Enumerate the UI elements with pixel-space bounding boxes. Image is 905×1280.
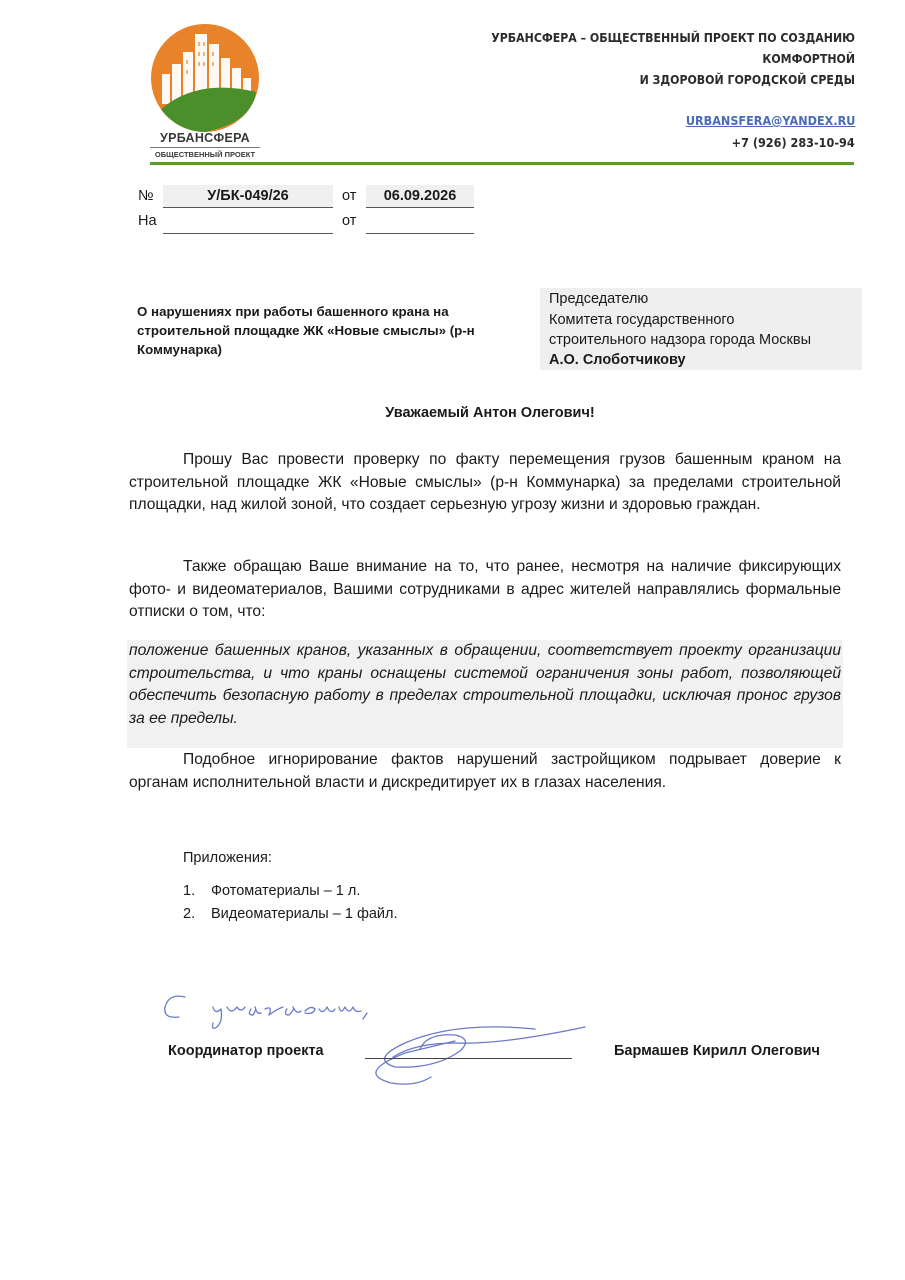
reg-number-field: У/БК-049/26 (163, 185, 333, 208)
addressee-name: А.О. Слоботчикову (549, 352, 686, 368)
signer-role: Координатор проекта (168, 1043, 324, 1059)
attachment-text: Видеоматериалы – 1 файл. (211, 906, 398, 922)
letter-subject: О нарушениях при работы башенного крана на строительной площадке ЖК «Новые смыслы» (р-н Коммунарка) (137, 304, 475, 357)
contact-email-link[interactable]: URBANSFERA@YANDEX.RU (685, 113, 855, 128)
attachment-item (183, 906, 398, 922)
logo-divider (150, 147, 260, 148)
logo-subtitle: ОБЩЕСТВЕННЫЙ ПРОЕКТ (154, 150, 256, 159)
reg-to-date-field (366, 211, 474, 234)
addressee-line1: Председателю (549, 291, 649, 307)
body-paragraph-2: Также обращаю Ваше внимание на то, что ранее, несмотря на наличие фиксирующих фото- и видеоматериалов, Вашими сотрудниками в адрес жителей направлялись формальные отписки о том, что: (129, 558, 841, 620)
contact-phone: +7 (926) 283-10-94 (732, 135, 855, 150)
header-rule (150, 162, 854, 165)
reg-to-field (163, 211, 333, 234)
logo-name: УРБАНСФЕРА (160, 131, 250, 145)
reg-date-label: от (342, 188, 357, 204)
attachment-text: Фотоматериалы – 1 л. (211, 883, 361, 899)
addressee-line3: строительного надзора города Москвы (549, 332, 811, 348)
reg-to-date-label: от (342, 213, 357, 229)
reg-to-label: На (138, 213, 157, 229)
organization-title-line2: И ЗДОРОВОЙ ГОРОДСКОЙ СРЕДЫ (639, 73, 855, 87)
reg-date-field: 06.09.2026 (366, 185, 474, 208)
attachments-title: Приложения: (183, 850, 272, 866)
quoted-reply: положение башенных кранов, указанных в обращении, соответствует проекту организации строительства, и что краны оснащены системой ограничения зоны работ, позволяющей обеспечить безопасную работу в пределах строительной площадки, исключая пронос грузов за ее пределы. (129, 642, 841, 727)
attachment-number: 2. (183, 906, 196, 922)
organization-title-line1: УРБАНСФЕРА – ОБЩЕСТВЕННЫЙ ПРОЕКТ ПО СОЗДАНИЮ КОМФОРТНОЙ (491, 31, 855, 66)
addressee-block (540, 288, 862, 370)
body-paragraph-3: Подобное игнорирование фактов нарушений застройщиком подрывает доверие к органам исполнительной власти и дискредитирует их в глазах населения. (129, 751, 841, 791)
greeting: Уважаемый Антон Олегович! (385, 405, 595, 421)
signature-line (365, 1058, 572, 1059)
reg-no-label: № (138, 188, 154, 204)
attachment-item (183, 883, 360, 899)
attachment-number: 1. (183, 883, 196, 899)
addressee-line2: Комитета государственного (549, 312, 735, 328)
body-paragraph-1: Прошу Вас провести проверку по факту перемещения грузов башенным краном на строительной площадке ЖК «Новые смыслы» (р-н Коммунарка) за пределами строительной площадки, над жилой зоной, что создает серьезную угрозу жизни и здоровью граждан. (129, 451, 841, 513)
organization-title (477, 28, 855, 91)
signer-name: Бармашев Кирилл Олегович (614, 1043, 820, 1059)
